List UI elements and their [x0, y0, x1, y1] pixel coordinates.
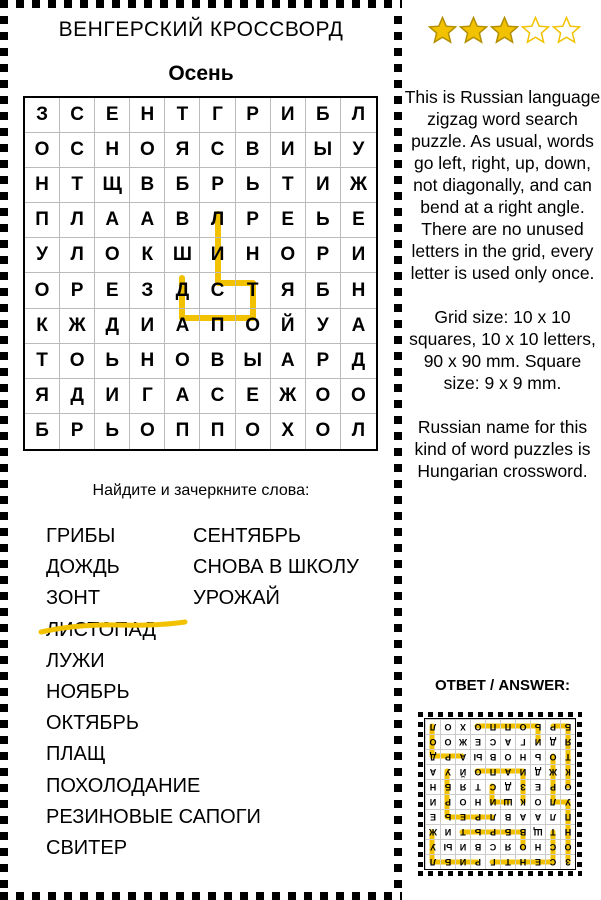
grid-cell[interactable]: Н — [130, 344, 165, 379]
answer-grid-cell: С — [485, 779, 500, 794]
word-list-item: ОКТЯБРЬ — [46, 712, 140, 735]
grid-cell[interactable]: Е — [341, 203, 376, 238]
grid-cell[interactable]: Л — [60, 238, 95, 273]
grid-cell[interactable]: И — [200, 238, 235, 273]
grid-cell[interactable]: Ь — [236, 168, 271, 203]
answer-grid-cell: И — [455, 839, 470, 854]
answer-grid-cell: Н — [530, 839, 545, 854]
answer-grid-cell: И — [455, 854, 470, 869]
grid-cell[interactable]: Т — [60, 168, 95, 203]
grid-cell[interactable]: В — [236, 133, 271, 168]
answer-grid-cell: Ш — [500, 794, 515, 809]
grid-cell[interactable]: Ь — [95, 344, 130, 379]
answer-grid-cell: Р — [440, 749, 455, 764]
grid-cell[interactable]: О — [130, 133, 165, 168]
answer-grid-cell: Ж — [455, 734, 470, 749]
grid-cell[interactable]: О — [306, 379, 341, 414]
grid-cell[interactable]: П — [165, 414, 200, 449]
grid-cell[interactable]: Б — [165, 168, 200, 203]
word-list-item: НОЯБРЬ — [46, 681, 130, 704]
answer-grid-cell: О — [470, 719, 485, 734]
answer-grid-cell: О — [425, 734, 440, 749]
answer-grid-cell: Д — [530, 764, 545, 779]
grid-cell[interactable]: О — [341, 379, 376, 414]
grid-cell[interactable]: З — [130, 273, 165, 308]
answer-grid-cell: П — [485, 719, 500, 734]
grid-cell[interactable]: Ж — [341, 168, 376, 203]
grid-cell[interactable]: Д — [165, 273, 200, 308]
star-empty-icon — [552, 16, 581, 44]
grid-cell[interactable]: П — [25, 203, 60, 238]
grid-cell[interactable]: А — [165, 309, 200, 344]
answer-grid-cell: Б — [500, 824, 515, 839]
grid-cell[interactable]: Е — [271, 203, 306, 238]
grid-cell[interactable]: Х — [271, 414, 306, 449]
grid-cell[interactable]: Ы — [236, 344, 271, 379]
answer-grid-cell: О — [470, 764, 485, 779]
grid-cell[interactable]: С — [200, 273, 235, 308]
word-list-item: СНОВА В ШКОЛУ — [193, 556, 359, 579]
grid-cell[interactable]: Р — [236, 203, 271, 238]
description-paragraph: Grid size: 10 x 10 squares, 10 x 10 letters, 90 x 90 mm. Square size: 9 x 9 mm. — [409, 307, 596, 393]
answer-grid-cell: У — [560, 794, 575, 809]
answer-grid-cell: Ь — [470, 824, 485, 839]
answer-grid-cell: О — [560, 839, 575, 854]
word-list-item: СВИТЕР — [46, 837, 128, 860]
grid-cell[interactable]: К — [25, 309, 60, 344]
grid-cell[interactable]: Л — [60, 203, 95, 238]
answer-grid-cell: Б — [440, 779, 455, 794]
grid-cell[interactable]: В — [165, 203, 200, 238]
grid-cell[interactable]: А — [95, 203, 130, 238]
answer-grid-cell: Р — [545, 779, 560, 794]
answer-grid-cell: У — [425, 839, 440, 854]
answer-grid-cell: И — [425, 794, 440, 809]
answer-grid-cell: Я — [500, 839, 515, 854]
grid-cell[interactable]: О — [130, 414, 165, 449]
answer-grid-cell: Ь — [530, 719, 545, 734]
answer-grid-cell: К — [515, 794, 530, 809]
grid-cell[interactable]: Я — [271, 273, 306, 308]
grid-cell[interactable]: Ж — [60, 309, 95, 344]
grid-cell[interactable]: Д — [60, 379, 95, 414]
grid-cell[interactable]: Ы — [306, 133, 341, 168]
grid-cell[interactable]: В — [200, 344, 235, 379]
answer-grid-cell: Р — [470, 854, 485, 869]
grid-cell[interactable]: А — [341, 309, 376, 344]
word-list-item: УРОЖАЙ — [193, 587, 280, 610]
answer-grid-cell: Т — [545, 824, 560, 839]
answer-grid-cell: Р — [485, 824, 500, 839]
grid-cell[interactable]: О — [95, 238, 130, 273]
answer-grid-cell: Д — [500, 779, 515, 794]
answer-grid-cell: П — [500, 719, 515, 734]
star-empty-icon — [521, 16, 550, 44]
grid-cell[interactable]: И — [130, 309, 165, 344]
description — [404, 86, 601, 504]
answer-grid-cell: Д — [425, 749, 440, 764]
grid-cell[interactable]: О — [165, 344, 200, 379]
answer-grid-cell: О — [515, 719, 530, 734]
answer-grid-cell: Д — [545, 734, 560, 749]
answer-grid-cell: А — [500, 764, 515, 779]
answer-grid-cell: О — [515, 839, 530, 854]
grid-cell[interactable]: Б — [306, 273, 341, 308]
answer-grid-cell: И — [530, 734, 545, 749]
answer-grid-cell: Г — [515, 734, 530, 749]
answer-grid-cell: Ы — [440, 839, 455, 854]
answer-grid-cell: Я — [455, 779, 470, 794]
answer-grid-cell: Б — [560, 719, 575, 734]
grid-cell[interactable]: Й — [271, 309, 306, 344]
word-list-item: ДОЖДЬ — [46, 556, 120, 579]
word-list-item: ГРИБЫ — [46, 525, 116, 547]
star-filled-icon — [428, 16, 457, 44]
answer-grid-cell: О — [440, 734, 455, 749]
puzzle-grid — [23, 96, 378, 451]
description-paragraph: This is Russian language zigzag word search puzzle. As usual, words go left, right, up, down, not diagonally, and can bend at a right angle. There are no unused letters in the grid, every letter is used only once. — [404, 87, 601, 283]
word-list-item: ЛУЖИ — [46, 649, 105, 672]
grid-cell[interactable]: Р — [60, 273, 95, 308]
grid-cell[interactable]: Н — [25, 168, 60, 203]
grid-cell[interactable]: Л — [341, 98, 376, 133]
grid-cell[interactable]: Т — [165, 98, 200, 133]
description-paragraph: Russian name for this kind of word puzzles is Hungarian crossword. — [414, 417, 591, 481]
answer-grid-cell: П — [560, 809, 575, 824]
answer-grid-cell: О — [500, 749, 515, 764]
grid-cell[interactable]: И — [306, 168, 341, 203]
grid-cell[interactable]: Н — [341, 273, 376, 308]
answer-grid-cell: Т — [500, 854, 515, 869]
answer-grid-cell: С — [545, 839, 560, 854]
grid-cell[interactable]: Ж — [271, 379, 306, 414]
grid-cell[interactable]: Р — [306, 344, 341, 379]
answer-grid-cell: Ь — [440, 809, 455, 824]
grid-cell[interactable]: Р — [60, 414, 95, 449]
grid-cell[interactable]: У — [341, 133, 376, 168]
grid-cell[interactable]: Щ — [95, 168, 130, 203]
answer-grid-cell: И — [515, 764, 530, 779]
answer-grid-cell: В — [470, 839, 485, 854]
answer-grid-cell: С — [545, 854, 560, 869]
answer-grid-cell: П — [485, 764, 500, 779]
answer-grid-cell: О — [440, 719, 455, 734]
answer-grid-cell: Н — [425, 779, 440, 794]
answer-grid-cell: Ы — [470, 749, 485, 764]
answer-grid-cell: Л — [425, 719, 440, 734]
grid-cell[interactable]: Е — [95, 98, 130, 133]
grid-cell[interactable]: Р — [236, 98, 271, 133]
grid-cell[interactable]: Я — [25, 379, 60, 414]
grid-cell[interactable]: Ь — [95, 414, 130, 449]
grid-cell[interactable]: Н — [236, 238, 271, 273]
answer-label: ОТВЕТ / ANSWER: — [435, 677, 570, 694]
grid-cell[interactable]: Е — [236, 379, 271, 414]
answer-grid-cell: А — [455, 749, 470, 764]
answer-grid-cell: Н — [515, 749, 530, 764]
grid-cell[interactable]: О — [25, 273, 60, 308]
grid-cell[interactable]: А — [271, 344, 306, 379]
answer-grid-cell: Е — [425, 809, 440, 824]
answer-grid-cell: Т — [455, 824, 470, 839]
grid-cell[interactable]: С — [60, 133, 95, 168]
grid-cell[interactable]: Д — [341, 344, 376, 379]
grid-cell[interactable]: Т — [271, 168, 306, 203]
answer-grid-cell: А — [500, 734, 515, 749]
answer-grid-cell: Р — [470, 809, 485, 824]
grid-cell[interactable]: Р — [306, 238, 341, 273]
grid-cell[interactable]: О — [60, 344, 95, 379]
answer-grid-cell: Л — [545, 794, 560, 809]
grid-cell[interactable]: К — [130, 238, 165, 273]
answer-grid-cell: Й — [455, 764, 470, 779]
answer-grid-cell: Ж — [545, 764, 560, 779]
grid-cell[interactable]: О — [306, 414, 341, 449]
answer-grid-cell: Ж — [425, 824, 440, 839]
grid-cell[interactable]: Т — [236, 273, 271, 308]
grid-cell[interactable]: Г — [130, 379, 165, 414]
grid-cell[interactable]: Д — [95, 309, 130, 344]
answer-grid-cell: С — [485, 839, 500, 854]
answer-grid-cell: У — [440, 764, 455, 779]
grid-cell[interactable]: А — [130, 203, 165, 238]
answer-grid-cell: Т — [470, 779, 485, 794]
grid-cell[interactable]: В — [130, 168, 165, 203]
answer-grid-cell: К — [560, 764, 575, 779]
answer-grid-cell: А — [425, 764, 440, 779]
grid-cell[interactable]: У — [306, 309, 341, 344]
answer-grid-cell: Е — [470, 734, 485, 749]
instructions: Найдите и зачеркните слова: — [92, 482, 310, 499]
grid-cell[interactable]: Т — [25, 344, 60, 379]
word-list-item: ПЛАЩ — [46, 743, 106, 766]
answer-grid-cell: Г — [485, 854, 500, 869]
answer-grid-cell: Р — [440, 794, 455, 809]
grid-cell[interactable]: Б — [25, 414, 60, 449]
difficulty-rating — [428, 16, 581, 44]
answer-grid-cell: Е — [455, 809, 470, 824]
grid-cell[interactable]: Е — [95, 273, 130, 308]
grid-cell[interactable]: С — [200, 133, 235, 168]
grid-cell[interactable]: Л — [351, 420, 366, 442]
word-list-item: ЛИСТОПАД — [46, 618, 157, 641]
answer-grid-cell: И — [440, 824, 455, 839]
star-filled-icon — [490, 16, 519, 44]
word-list-item: ЗОНТ — [46, 587, 101, 610]
answer-grid-cell: Н — [560, 824, 575, 839]
answer-grid-cell: Ь — [530, 749, 545, 764]
grid-cell[interactable]: У — [25, 238, 60, 273]
grid-cell[interactable]: Н — [95, 133, 130, 168]
answer-grid-cell: В — [515, 824, 530, 839]
answer-grid-cell: Л — [425, 854, 440, 869]
word-list-item: СЕНТЯБРЬ — [193, 525, 302, 547]
grid-cell[interactable]: Г — [200, 98, 235, 133]
grid-cell[interactable]: Р — [200, 168, 235, 203]
grid-cell[interactable]: Б — [306, 98, 341, 133]
answer-grid-cell: З — [560, 854, 575, 869]
grid-cell[interactable]: А — [165, 379, 200, 414]
grid-cell[interactable]: Н — [130, 98, 165, 133]
answer-grid-cell: Л — [545, 809, 560, 824]
answer-grid-cell: Т — [560, 749, 575, 764]
grid-cell[interactable]: О — [236, 414, 271, 449]
answer-grid-cell: И — [485, 794, 500, 809]
grid-cell[interactable]: Ш — [165, 238, 200, 273]
answer-grid-cell: С — [485, 734, 500, 749]
answer-grid-cell: Р — [545, 719, 560, 734]
answer-grid-cell: О — [530, 794, 545, 809]
answer-grid-cell: Я — [560, 734, 575, 749]
word-list-column-2 — [193, 521, 359, 615]
grid-cell[interactable]: И — [271, 133, 306, 168]
star-filled-icon — [459, 16, 488, 44]
answer-grid-cell: З — [515, 779, 530, 794]
answer-grid-cell: В — [500, 809, 515, 824]
answer-grid-cell: Щ — [530, 824, 545, 839]
answer-grid-cell: О — [545, 749, 560, 764]
grid-cell[interactable]: Ь — [306, 203, 341, 238]
answer-grid-cell: Н — [470, 794, 485, 809]
answer-grid-cell: А — [530, 809, 545, 824]
answer-grid-cell: В — [485, 749, 500, 764]
word-list-item: РЕЗИНОВЫЕ САПОГИ — [46, 805, 261, 828]
answer-grid — [424, 718, 576, 870]
grid-cell[interactable]: П — [200, 414, 235, 449]
grid-cell[interactable]: И — [341, 238, 376, 273]
grid-cell[interactable]: С — [200, 379, 235, 414]
grid-cell[interactable]: О — [25, 133, 60, 168]
answer-grid-cell: Х — [455, 719, 470, 734]
grid-cell[interactable]: С — [60, 98, 95, 133]
grid-cell[interactable]: О — [236, 309, 271, 344]
grid-cell[interactable]: Я — [165, 133, 200, 168]
answer-grid-cell: Е — [530, 854, 545, 869]
word-list-item: ПОХОЛОДАНИЕ — [46, 774, 201, 797]
answer-grid-cell: Б — [440, 854, 455, 869]
puzzle-title: ВЕНГЕРСКИЙ КРОССВОРД — [58, 18, 344, 41]
grid-cell[interactable]: З — [25, 98, 60, 133]
answer-grid-cell: А — [515, 809, 530, 824]
answer-grid-cell: О — [560, 779, 575, 794]
answer-grid-cell: Л — [485, 809, 500, 824]
answer-grid-cell: Н — [515, 854, 530, 869]
answer-grid-cell: Е — [530, 779, 545, 794]
grid-cell[interactable]: П — [200, 309, 235, 344]
grid-cell[interactable]: И — [95, 379, 130, 414]
grid-cell[interactable]: О — [271, 238, 306, 273]
answer-grid-cell: О — [455, 794, 470, 809]
grid-cell[interactable]: Л — [200, 203, 235, 238]
grid-cell[interactable]: И — [271, 98, 306, 133]
puzzle-subtitle: Осень — [168, 62, 234, 85]
